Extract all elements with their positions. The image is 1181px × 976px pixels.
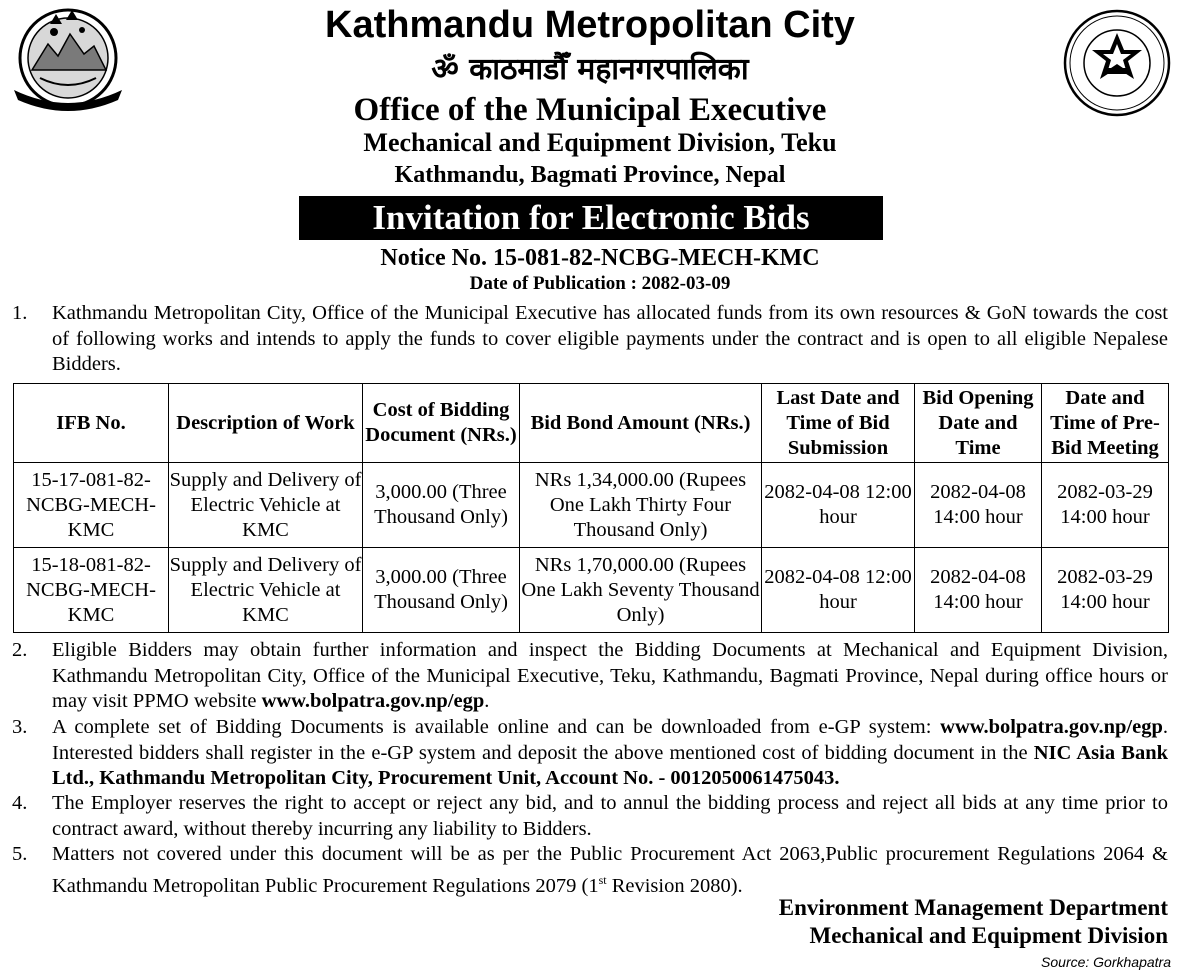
paragraph-text: Kathmandu Metropolitan City, Office of the Municipal Executive has allocated funds from its own resources & GoN towards the cost of following works and intends to apply the funds to cover eligible payments under the contract and is open to all eligible Nepalese Bidders. [52, 302, 1168, 375]
banner-title: Invitation for Electronic Bids [299, 196, 883, 240]
address: Kathmandu, Bagmati Province, Nepal [394, 162, 786, 188]
paragraph-text-tail: . [484, 690, 490, 712]
paragraph-number: 4. [12, 792, 28, 814]
table-cell: 2082-04-08 14:00 hour [915, 463, 1042, 548]
paragraph-1 [12, 301, 1168, 378]
column-header: Date and Time of Pre-Bid Meeting [1042, 384, 1169, 463]
paragraph-number: 5. [12, 843, 28, 865]
bids-table [13, 383, 1169, 633]
bank-account-details: NIC Asia Bank Ltd., Kathmandu Metropolitan City, Procurement Unit, Account No. - 0012050061475043. [52, 741, 1168, 789]
nepali-title: ॐ काठमाडौँ महानगरपालिका [431, 52, 749, 87]
page-title: Kathmandu Metropolitan City [325, 4, 855, 46]
table-cell: 2082-04-08 14:00 hour [915, 548, 1042, 633]
column-header: Bid Opening Date and Time [915, 384, 1042, 463]
table-cell: 3,000.00 (Three Thousand Only) [363, 463, 520, 548]
column-header: Description of Work [169, 384, 363, 463]
paragraph-text [52, 715, 1168, 792]
office-name: Office of the Municipal Executive [353, 92, 827, 128]
table-cell: 2082-03-29 14:00 hour [1042, 548, 1169, 633]
column-header: IFB No. [14, 384, 169, 463]
paragraph-text-part: Eligible Bidders may obtain further information and inspect the Bidding Documents at Mechanical and Equipment Division, Kathmandu Metropolitan City, Office of the Municipal Executive, Teku, Kathmandu, Bagmati Province, Nepal during office hours or may visit PPMO website [52, 639, 1168, 712]
paragraph-text [52, 842, 1168, 899]
paragraph-2 [12, 638, 1168, 715]
table-cell: 15-17-081-82-NCBG-MECH-KMC [14, 463, 169, 548]
paragraph-text-mid: . Interested bidders shall register in the e-GP system and deposit the above mentioned cost of bidding document in the [52, 716, 1168, 764]
paragraph-text-part: Matters not covered under this document will be as per the Public Procurement Act 2063,Public procurement Regulations 2064 & Kathmandu Metropolitan Public Procurement Regulations 2079 (1 [52, 843, 1168, 897]
table-cell: Supply and Delivery of Electric Vehicle at KMC [169, 463, 363, 548]
paragraph-3 [12, 715, 1168, 792]
table-cell: NRs 1,70,000.00 (Rupees One Lakh Seventy Thousand Only) [520, 548, 762, 633]
kmc-seal-icon [1062, 8, 1172, 118]
nepal-government-emblem-icon [10, 4, 126, 116]
signoff-department: Environment Management Department [778, 895, 1168, 920]
paragraph-text: The Employer reserves the right to accept or reject any bid, and to annul the bidding process and reject all bids at any time prior to contract award, without thereby incurring any liability to Bidders. [52, 792, 1168, 840]
website-link[interactable]: www.bolpatra.gov.np/egp [940, 716, 1163, 738]
paragraph-text [52, 638, 1168, 715]
publication-date: Date of Publication : 2082-03-09 [469, 273, 731, 294]
source-credit: Source: Gorkhapatra [1041, 954, 1171, 970]
paragraph-text-tail: Revision 2080). [606, 874, 743, 897]
table-header-row [14, 384, 1169, 463]
column-header: Cost of Bidding Document (NRs.) [363, 384, 520, 463]
table-cell: 2082-04-08 12:00 hour [762, 463, 915, 548]
paragraph-number: 2. [12, 639, 28, 661]
division-name: Mechanical and Equipment Division, Teku [363, 128, 837, 157]
website-link[interactable]: www.bolpatra.gov.np/egp [261, 690, 485, 712]
signoff [779, 894, 1168, 950]
signoff-division: Mechanical and Equipment Division [809, 923, 1168, 948]
table-row [14, 463, 1169, 548]
notice-number: Notice No. 15-081-82-NCBG-MECH-KMC [380, 245, 820, 271]
paragraph-4 [12, 791, 1168, 842]
table-cell: 2082-03-29 14:00 hour [1042, 463, 1169, 548]
table-cell: 15-18-081-82-NCBG-MECH-KMC [14, 548, 169, 633]
paragraph-text-part: A complete set of Bidding Documents is available online and can be downloaded from e-GP system: [52, 716, 941, 738]
superscript: st [598, 872, 607, 887]
table-cell: 2082-04-08 12:00 hour [762, 548, 915, 633]
paragraph-5 [12, 842, 1168, 899]
paragraph-number: 3. [12, 716, 28, 738]
table-row [14, 548, 1169, 633]
table-cell: Supply and Delivery of Electric Vehicle at KMC [169, 548, 363, 633]
table-cell: 3,000.00 (Three Thousand Only) [363, 548, 520, 633]
paragraph-number: 1. [12, 302, 28, 324]
column-header: Last Date and Time of Bid Submission [762, 384, 915, 463]
column-header: Bid Bond Amount (NRs.) [520, 384, 762, 463]
table-cell: NRs 1,34,000.00 (Rupees One Lakh Thirty Four Thousand Only) [520, 463, 762, 548]
